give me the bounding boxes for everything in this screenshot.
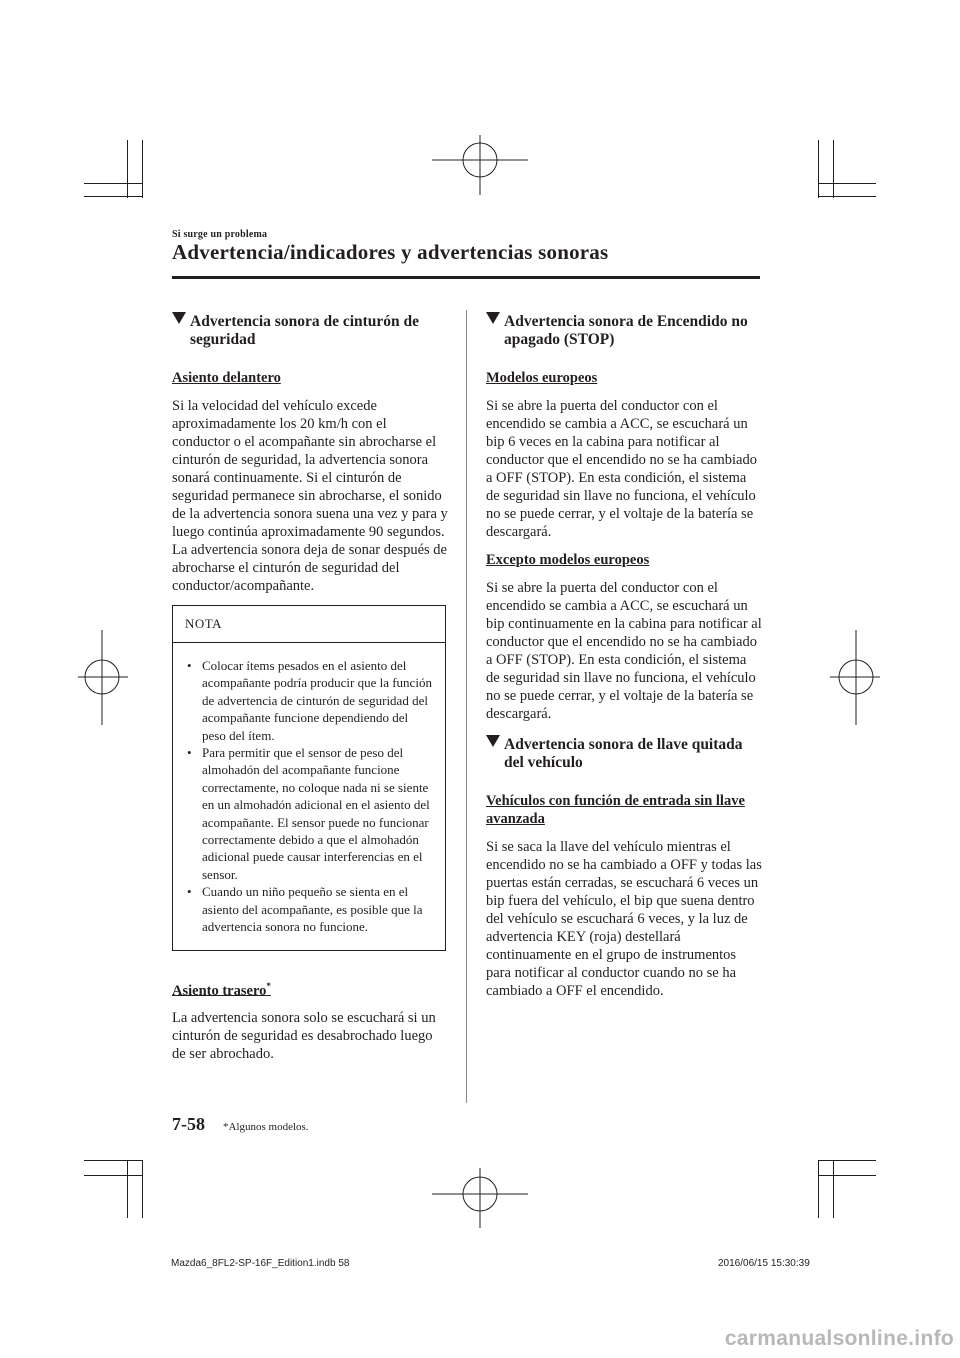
crop-mark [142, 140, 143, 198]
registration-mark-icon [830, 630, 880, 725]
crop-mark [84, 1160, 142, 1161]
crop-mark [818, 1175, 876, 1176]
column-divider [466, 310, 467, 1103]
crop-mark [833, 140, 834, 198]
note-body [173, 643, 445, 950]
print-timestamp: 2016/06/15 15:30:39 [718, 1258, 810, 1269]
crop-mark [833, 1160, 834, 1218]
bullet-icon: • [187, 745, 192, 761]
crop-mark [818, 1160, 876, 1161]
triangle-marker-icon [486, 735, 500, 747]
triangle-marker-icon [486, 312, 500, 324]
print-file-info: Mazda6_8FL2-SP-16F_Edition1.indb 58 [171, 1258, 350, 1269]
bullet-icon: • [187, 884, 192, 900]
left-column [172, 312, 448, 1073]
paragraph: Si se saca la llave del vehículo mientras el encendido no se ha cambiado a OFF y todas las puertas están cerradas, se escuchará 6 veces un bip fuera del vehículo, el bip que suena dentro del vehículo se escuchará 6 veces, y la luz de advertencia KEY (roja) destellará continuamente en el grupo de instrumentos para notificar al conductor cuando no se ha cambiado a OFF el encendido. [486, 839, 762, 999]
crop-mark [818, 183, 876, 184]
registration-mark-icon [432, 135, 528, 195]
right-column [486, 312, 762, 1010]
page-number: 7-58 [172, 1114, 205, 1134]
crop-mark [84, 196, 142, 197]
paragraph: Si se abre la puerta del conductor con el encendido se cambia a ACC, se escuchará un bip 6 veces en la cabina para notificar al conductor que el encendido no se ha cambiado a OFF (STOP). En esta condición, el sistema de seguridad sin llave no funciona, el vehículo no se puede cerrar, y el voltaje de la batería se descargará. [486, 398, 757, 540]
section-heading: Advertencia sonora de llave quitada del vehículo [486, 735, 762, 772]
crop-mark [127, 1160, 128, 1218]
subheading: Modelos europeos [486, 370, 598, 386]
subheading: Asiento trasero* [172, 980, 271, 999]
page-title: Advertencia/indicadores y advertencias sonoras [172, 240, 609, 264]
section-heading: Advertencia sonora de cinturón de seguridad [172, 312, 448, 349]
section-heading: Advertencia sonora de Encendido no apagado (STOP) [486, 312, 762, 349]
section-kicker: Si surge un problema [172, 229, 268, 240]
registration-mark-icon [432, 1168, 528, 1228]
crop-mark [127, 140, 128, 198]
bullet-icon: • [187, 658, 192, 673]
footnote-mark: * [266, 980, 271, 991]
watermark: carmanualsonline.info [724, 1327, 954, 1350]
subheading: Asiento delantero [172, 370, 281, 386]
subheading: Vehículos con función de entrada sin llave avanzada [486, 793, 745, 827]
note-item: • Para permitir que el sensor de peso del almohadón del acompañante funcione correctamente, no coloque nada ni se siente en un almohadón adicional en el asiento del acompañante. El sensor puede no funcionar correctamente debido a que el almohadón adicional puede causar interferencias en el sensor. [187, 745, 430, 882]
note-item: • Colocar ítems pesados en el asiento del acompañante podría producir que la función de advertencia de cinturón de seguridad del acompañante funcione dependiendo del peso del ítem. [187, 658, 432, 743]
subheading: Excepto modelos europeos [486, 552, 650, 568]
paragraph: Si se abre la puerta del conductor con el encendido se cambia a ACC, se escuchará un bip continuamente en la cabina para notificar al conductor que el encendido no se ha cambiado a OFF (STOP). En esta condición, el sistema de seguridad sin llave no funciona, el vehículo no se puede cerrar, y el voltaje de la batería se descargará. [486, 580, 762, 722]
title-divider [172, 276, 760, 279]
note-item: • Cuando un niño pequeño se sienta en el asiento del acompañante, es posible que la advertencia sonora no funcione. [187, 884, 423, 935]
crop-mark [818, 196, 876, 197]
crop-mark [818, 140, 819, 198]
note-title: NOTA [173, 606, 445, 643]
crop-mark [84, 1175, 142, 1176]
paragraph: La advertencia sonora solo se escuchará si un cinturón de seguridad es desabrochado luego de ser abrochado. [172, 1010, 436, 1063]
crop-mark [84, 183, 142, 184]
note-box [172, 605, 446, 951]
crop-mark [142, 1160, 143, 1218]
crop-mark [818, 1160, 819, 1218]
triangle-marker-icon [172, 312, 186, 324]
paragraph: Si la velocidad del vehículo excede aproximadamente los 20 km/h con el conductor o el acompañante sin abrocharse el cinturón de seguridad, la advertencia sonora sonará continuamente. Si el cinturón de seguridad permanece sin abrocharse, el sonido de la advertencia sonora suena una vez y para y luego continúa aproximadamente 90 segundos. La advertencia sonora deja de sonar después de abrocharse el cinturón de seguridad del conductor/acompañante. [172, 398, 448, 594]
footnote: *Algunos modelos. [223, 1121, 309, 1133]
registration-mark-icon [78, 630, 128, 725]
